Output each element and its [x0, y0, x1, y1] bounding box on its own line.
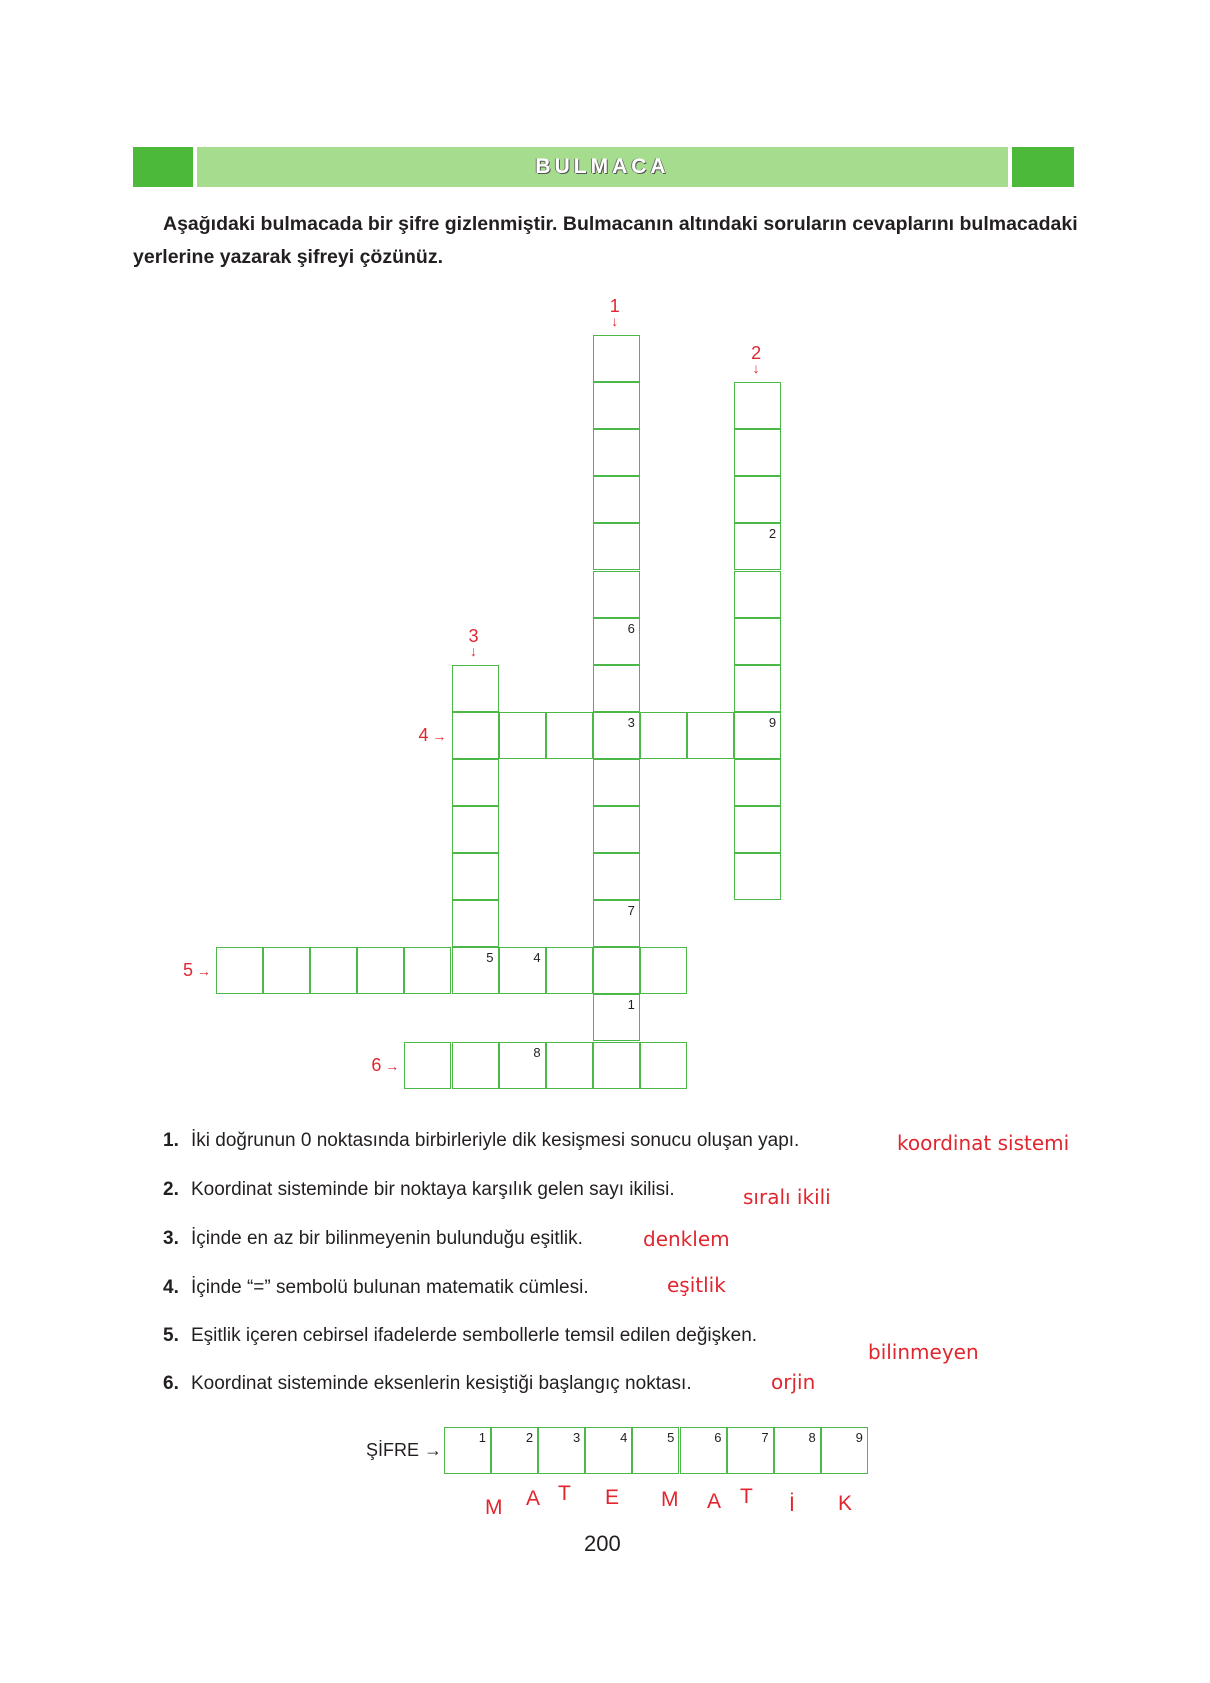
question-text: İki doğrunun 0 noktasında birbirleriyle dik kesişmesi sonucu oluşan yapı.	[191, 1130, 800, 1151]
clue-number: 4	[418, 724, 429, 745]
crossword-cell[interactable]	[452, 712, 499, 759]
crossword-cell[interactable]	[546, 712, 593, 759]
crossword-cell[interactable]	[687, 712, 734, 759]
question-number: 2.	[163, 1179, 179, 1200]
intro-text: Aşağıdaki bulmacada bir şifre gizlenmiştir. Bulmacanın altındaki soruların cevaplarını bulmacadaki yerlerine yazarak şifreyi çözünüz.	[133, 213, 1078, 268]
question-text: İçinde “=” sembolü bulunan matematik cümlesi.	[191, 1277, 589, 1298]
sifre-letter: İ	[789, 1493, 795, 1516]
header-left-block	[133, 147, 193, 187]
arrow-right-icon: →	[381, 1057, 400, 1074]
sifre-letter: M	[485, 1496, 503, 1519]
crossword-cell[interactable]	[404, 947, 451, 994]
question-text: Eşitlik içeren cebirsel ifadelerde sembollerle temsil edilen değişken.	[191, 1325, 758, 1346]
crossword-cell[interactable]	[734, 853, 781, 900]
crossword-cell[interactable]	[734, 712, 781, 759]
cell-number: 5	[486, 950, 494, 966]
crossword-cell[interactable]	[593, 429, 640, 476]
crossword-cell[interactable]	[593, 947, 640, 994]
crossword-cell[interactable]	[593, 382, 640, 429]
sifre-letter: A	[526, 1487, 541, 1510]
clue-number: 5	[183, 960, 194, 981]
crossword-cell[interactable]	[593, 994, 640, 1041]
header-right-block	[1012, 147, 1074, 187]
question-item	[163, 1277, 589, 1299]
sifre-cell[interactable]	[821, 1427, 868, 1474]
header-bar	[197, 147, 1008, 187]
crossword-cell[interactable]	[263, 947, 310, 994]
crossword-cell[interactable]	[452, 806, 499, 853]
handwritten-answer: bilinmeyen	[868, 1340, 979, 1364]
crossword-cell[interactable]	[452, 665, 499, 712]
sifre-letter: E	[605, 1486, 620, 1509]
cell-number: 4	[533, 950, 541, 966]
crossword-cell[interactable]	[593, 900, 640, 947]
question-number: 4.	[163, 1277, 179, 1298]
sifre-letter: T	[558, 1482, 571, 1505]
header-title: BULMACA	[535, 155, 670, 178]
arrow-right-icon: →	[428, 727, 447, 744]
sifre-label-text: ŞİFRE	[366, 1440, 420, 1460]
question-text: Koordinat sisteminde bir noktaya karşılık gelen sayı ikilisi.	[191, 1179, 675, 1200]
sifre-cell[interactable]	[680, 1427, 727, 1474]
crossword-cell[interactable]	[499, 947, 546, 994]
cell-number: 3	[627, 714, 635, 730]
crossword-cell[interactable]	[593, 618, 640, 665]
crossword-cell[interactable]	[593, 571, 640, 618]
crossword-cell[interactable]	[593, 759, 640, 806]
sifre-cell-number: 5	[667, 1430, 675, 1445]
clue-number: 1	[609, 296, 620, 316]
sifre-cell-number: 9	[855, 1430, 863, 1445]
crossword-cell[interactable]	[452, 1042, 499, 1089]
crossword-cell[interactable]	[593, 476, 640, 523]
crossword-cell[interactable]	[593, 806, 640, 853]
crossword-cell[interactable]	[452, 853, 499, 900]
clue-number: 2	[751, 343, 762, 364]
crossword-cell[interactable]	[734, 759, 781, 806]
crossword-cell[interactable]	[640, 1042, 687, 1089]
crossword-cell[interactable]	[499, 1042, 546, 1089]
sifre-cell[interactable]	[727, 1427, 774, 1474]
crossword-cell[interactable]	[357, 947, 404, 994]
question-number: 5.	[163, 1325, 179, 1346]
question-text: İçinde en az bir bilinmeyenin bulunduğu eşitlik.	[191, 1228, 583, 1249]
sifre-letter: T	[740, 1485, 753, 1508]
cell-number: 8	[533, 1044, 541, 1060]
crossword-cell[interactable]	[593, 335, 640, 382]
question-number: 1.	[163, 1130, 179, 1151]
arrow-down-icon: ↓	[470, 642, 477, 659]
crossword-cell[interactable]	[593, 1042, 640, 1089]
sifre-label	[366, 1440, 442, 1461]
question-number: 3.	[163, 1228, 179, 1249]
question-item	[163, 1228, 583, 1250]
crossword-cell[interactable]	[546, 947, 593, 994]
crossword-cell[interactable]	[734, 523, 781, 570]
crossword-cell[interactable]	[734, 429, 781, 476]
cell-number: 7	[627, 903, 635, 919]
sifre-cell-number: 2	[525, 1430, 534, 1445]
sifre-cell[interactable]	[491, 1427, 538, 1474]
crossword-cell[interactable]	[452, 947, 499, 994]
sifre-cell[interactable]	[585, 1427, 632, 1474]
crossword-cell[interactable]	[734, 618, 781, 665]
sifre-cell[interactable]	[632, 1427, 679, 1474]
crossword-cell[interactable]	[734, 382, 781, 429]
arrow-right-icon: →	[193, 963, 211, 980]
sifre-cell[interactable]	[774, 1427, 821, 1474]
sifre-cell-number: 7	[761, 1430, 769, 1445]
crossword-cell[interactable]	[593, 523, 640, 570]
handwritten-answer: orjin	[771, 1370, 816, 1394]
arrow-right-icon: →	[424, 1440, 443, 1460]
crossword-cell[interactable]	[640, 947, 687, 994]
question-item	[163, 1325, 757, 1347]
sifre-cell-number: 8	[808, 1430, 816, 1445]
crossword-cell[interactable]	[734, 665, 781, 712]
question-item	[163, 1130, 799, 1152]
cell-number: 6	[627, 620, 635, 636]
sifre-cell-number: 6	[714, 1430, 722, 1445]
crossword-cell[interactable]	[593, 712, 640, 759]
cell-number: 9	[768, 714, 777, 730]
clue-label-4	[419, 725, 447, 746]
crossword-cell[interactable]	[640, 712, 687, 759]
crossword-cell[interactable]	[734, 806, 781, 853]
question-text: Koordinat sisteminde eksenlerin kesiştiği başlangıç noktası.	[191, 1373, 692, 1394]
crossword-cell[interactable]	[310, 947, 357, 994]
crossword-cell[interactable]	[734, 476, 781, 523]
crossword-cell[interactable]	[404, 1042, 451, 1089]
crossword-cell[interactable]	[452, 900, 499, 947]
clue-label-3	[469, 627, 479, 657]
crossword-cell[interactable]	[734, 571, 781, 618]
handwritten-answer: denklem	[643, 1227, 730, 1251]
sifre-letter: K	[838, 1492, 853, 1515]
sifre-cell-number: 4	[620, 1430, 628, 1445]
clue-number: 3	[468, 625, 479, 646]
cell-number: 2	[768, 526, 777, 542]
clue-label-2	[751, 343, 762, 377]
crossword-cell[interactable]	[546, 1042, 593, 1089]
handwritten-answer: eşitlik	[667, 1273, 726, 1297]
handwritten-answer: sıralı ikili	[743, 1185, 831, 1209]
crossword-cell[interactable]	[499, 712, 546, 759]
crossword-cell[interactable]	[593, 665, 640, 712]
clue-label-5	[183, 960, 211, 981]
clue-label-1	[610, 297, 620, 327]
page-number: 200	[584, 1531, 621, 1556]
crossword-cell[interactable]	[216, 947, 263, 994]
crossword-cell[interactable]	[593, 853, 640, 900]
clue-label-6	[371, 1055, 399, 1076]
sifre-cell[interactable]	[538, 1427, 585, 1474]
question-number: 6.	[163, 1373, 179, 1394]
arrow-down-icon: ↓	[752, 360, 760, 377]
cell-number: 1	[627, 997, 635, 1013]
sifre-cell-number: 3	[572, 1430, 581, 1445]
handwritten-answer: koordinat sistemi	[897, 1131, 1070, 1155]
arrow-down-icon: ↓	[611, 313, 619, 329]
crossword-cell[interactable]	[452, 759, 499, 806]
clue-number: 6	[371, 1054, 382, 1075]
question-item	[163, 1373, 692, 1395]
sifre-cell[interactable]	[444, 1427, 491, 1474]
question-item	[163, 1179, 675, 1201]
sifre-letter: M	[661, 1488, 679, 1511]
sifre-cell-number: 1	[478, 1430, 486, 1445]
sifre-letter: A	[707, 1490, 722, 1513]
